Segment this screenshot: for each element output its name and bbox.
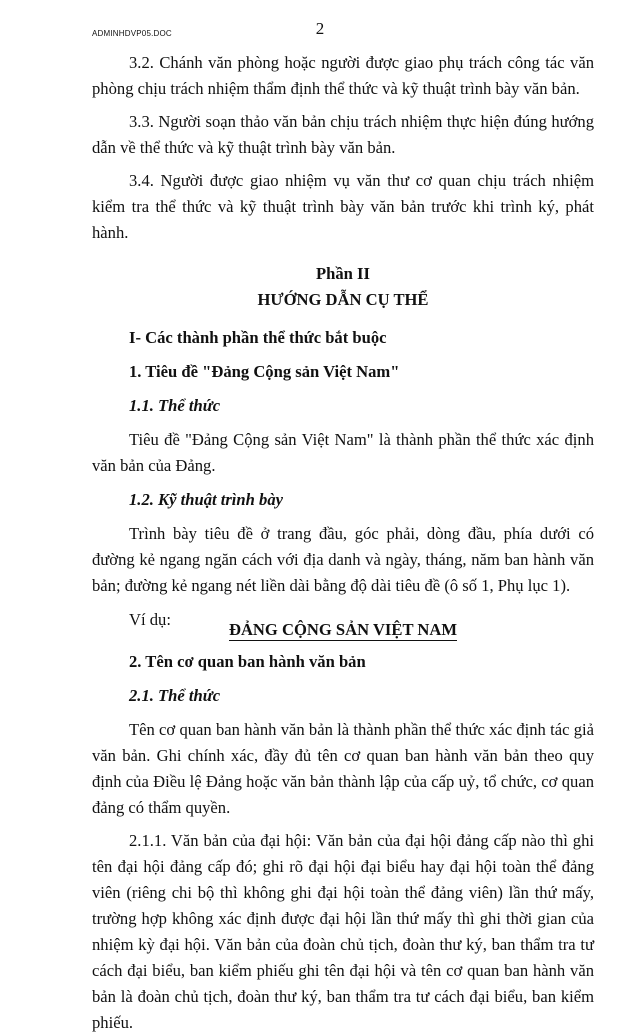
paragraph-1-1: Tiêu đề "Đảng Cộng sản Việt Nam" là thành phần thể thức xác định văn bản của Đảng. (92, 430, 594, 475)
example-title (92, 617, 594, 643)
section-heading-I: I- Các thành phần thể thức bắt buộc (129, 328, 387, 347)
example-block (92, 607, 594, 643)
document-body (92, 50, 594, 1036)
paragraph-3-4: 3.4. Người được giao nhiệm vụ văn thư cơ quan chịu trách nhiệm kiểm tra thể thức và kỹ thuật trình bày văn bản trước khi trình ký, phát hành. (92, 171, 594, 242)
heading-1-1: 1.1. Thể thức (129, 396, 221, 415)
paragraph-1-2: Trình bày tiêu đề ở trang đầu, góc phải, dòng đầu, phía dưới có đường kẻ ngang ngăn cách với địa danh và ngày, tháng, năm ban hành văn bản; đường kẻ ngang nét liền dài bằng độ dài tiêu đề (ô số 1, Phụ lục 1). (92, 524, 594, 595)
example-label: Ví dụ: (129, 610, 171, 629)
paragraph-2-1-1: 2.1.1. Văn bản của đại hội: Văn bản của đại hội đảng cấp nào thì ghi tên đại hội đảng cấp đó; ghi rõ đại hội đại biểu hay đại hội toàn thể đảng viên (riêng chi bộ thì không ghi đại hội toàn thể đảng viên) lần thứ mấy, trường hợp không xác định được đại hội lần thứ mấy thì ghi thời gian của nhiệm kỳ đại hội. Văn bản của đoàn chủ tịch, đoàn thư ký, ban thẩm tra tư cách đại biểu, ban kiểm phiếu ghi tên đại hội và tên cơ quan ban hành văn bản là đoàn chủ tịch, đoàn thư ký, ban thẩm tra tư cách đại biểu, ban kiểm phiếu. (92, 831, 594, 1032)
part-title: HƯỚNG DẪN CỤ THỂ (257, 290, 429, 309)
heading-2-1: 2.1. Thể thức (129, 686, 221, 705)
paragraph-2-1: Tên cơ quan ban hành văn bản là thành phần thể thức xác định tác giả văn bản. Ghi chính xác, đầy đủ tên cơ quan ban hành văn bản theo quy định của Điều lệ Đảng hoặc văn bản thành lập của cấp uỷ, tổ chức, cơ quan đảng có thẩm quyền. (92, 720, 594, 817)
page-number: 2 (315, 19, 325, 38)
heading-2: 2. Tên cơ quan ban hành văn bản (129, 652, 366, 671)
paragraph-3-2: 3.2. Chánh văn phòng hoặc người được giao phụ trách công tác văn phòng chịu trách nhiệm thẩm định thể thức và kỹ thuật trình bày văn bản. (92, 53, 594, 98)
heading-1: 1. Tiêu đề "Đảng Cộng sản Việt Nam" (129, 362, 400, 381)
part-label: Phần II (316, 264, 370, 283)
heading-1-2: 1.2. Kỹ thuật trình bày (129, 490, 283, 509)
document-code: ADMINHDVP05.DOC (92, 29, 172, 38)
example-title-text: ĐẢNG CỘNG SẢN VIỆT NAM (228, 620, 458, 639)
paragraph-3-3: 3.3. Người soạn thảo văn bản chịu trách nhiệm thực hiện đúng hướng dẫn về thể thức và kỹ thuật trình bày văn bản. (92, 112, 594, 157)
